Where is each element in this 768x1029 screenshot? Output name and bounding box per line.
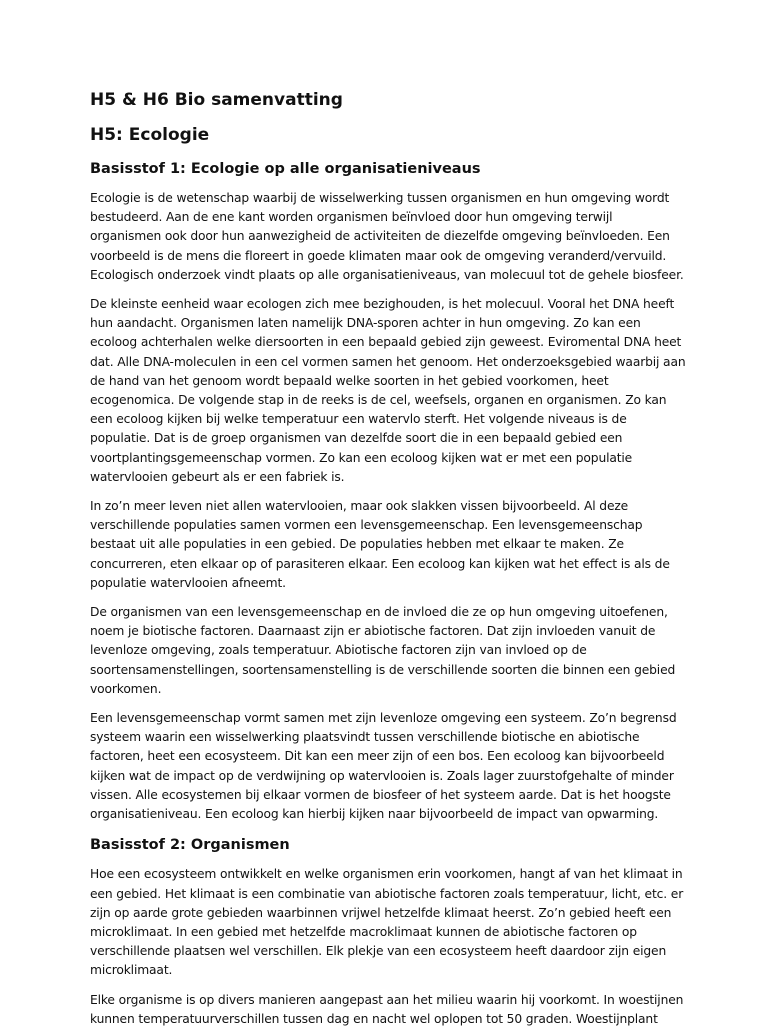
paragraph: De organismen van een levensgemeenschap en de invloed die ze op hun omgeving uitoefenen, noem je biotische factoren. Daarnaast zijn er abiotische factoren. Dat zijn invloeden vanuit de levenloze omgeving, zoals temperatuur. Abiotische factoren zijn van invloed op de soortensamenstellingen, soortensamenstelling is de verschillende soorten die binnen een gebied voorkomen. — [90, 605, 676, 696]
paragraph: De kleinste eenheid waar ecologen zich mee bezighouden, is het molecuul. Vooral het DNA heeft hun aandacht. Organismen laten namelijk DNA-sporen achter in hun omgeving. Zo kan een ecoloog achterhalen welke diersoorten in een bepaald gebied zijn geweest. Eviromental DNA heet dat. Alle DNA-moleculen in een cel vormen samen het genoom. Het onderzoeksgebied waarbij aan de hand van het genoom wordt bepaald welke soorten in het gebied voorkomen, heet ecogenomica. De volgende stap in de reeks is de cel, weefsels, organen en organismen. Zo kan een ecoloog kijken bij welke temperatuur een watervlo sterft. Het volgende niveaus is de populatie. Dat is de groep organismen van dezelfde soort die in een bepaald gebied een voortplantingsgemeenschap vormen. Zo kan een ecoloog kijken wat er met een populatie watervlooien gebeurt als er een fabriek is. — [90, 297, 686, 484]
paragraph: Een levensgemeenschap vormt samen met zijn levenloze omgeving een systeem. Zo’n begrensd systeem waarin een wisselwerking plaatsvindt tussen verschillende biotische en abiotische factoren, heet een ecosysteem. Dit kan een meer zijn of een bos. Een ecoloog kan bijvoorbeeld kijken wat de impact op de verdwijning op watervlooien is. Zoals lager zuurstofgehalte of minder vissen. Alle ecosystemen bij elkaar vormen de biosfeer of het systeem aarde. Dat is het hoogste organisatieniveau. Een ecoloog kan hierbij kijken naar bijvoorbeeld de impact van opwarming. — [90, 711, 677, 822]
chapter-heading: H5: Ecologie — [90, 125, 210, 145]
paragraph: Elke organisme is op divers manieren aangepast aan het milieu waarin hij voorkomt. In woestijnen kunnen temperatuurverschillen tussen dag en nacht wel oplopen tot 50 graden. Woestijnplant — [90, 992, 684, 1026]
paragraph: In zo’n meer leven niet allen watervlooien, maar ook slakken vissen bijvoorbeeld. Al deze verschillende populaties samen vormen een levensgemeenschap. Een levensgemeenschap bestaat uit alle populaties in een gebied. De populaties hebben met elkaar te maken. Ze concurreren, eten elkaar op of parasiteren elkaar. Een ecoloog kan kijken wat het effect is als de populatie watervlooien afneemt. — [90, 499, 670, 590]
document-title: H5 & H6 Bio samenvatting — [90, 90, 343, 110]
paragraph: Ecologie is de wetenschap waarbij de wisselwerking tussen organismen en hun omgeving wordt bestudeerd. Aan de ene kant worden organismen beïnvloed door hun omgeving terwijl organismen ook door hun aanwezigheid de activiteiten de diezelfde omgeving beïnvloeden. Een voorbeeld is de mens die floreert in goede klimaten maar ook de omgeving veranderd/vervuild. Ecologisch onderzoek vindt plaats op alle organisatieniveaus, van molecuul tot de gehele biosfeer. — [90, 191, 684, 282]
paragraph: Hoe een ecosysteem ontwikkelt en welke organismen erin voorkomen, hangt af van het klimaat in een gebied. Het klimaat is een combinatie van abiotische factoren zoals temperatuur, licht, etc. er zijn op aarde grote gebieden waarbinnen vrijwel hetzelfde klimaat heerst. Zo’n gebied heeft een microklimaat. In een gebied met hetzelfde macroklimaat kunnen de abiotische factoren op verschillende plaatsen wel verschillen. Elk plekje van een ecosysteem heeft daardoor zijn eigen microklimaat. — [90, 867, 684, 978]
section-heading-2: Basisstof 2: Organismen — [90, 837, 290, 854]
section-heading-1: Basisstof 1: Ecologie op alle organisatieniveaus — [90, 161, 481, 177]
